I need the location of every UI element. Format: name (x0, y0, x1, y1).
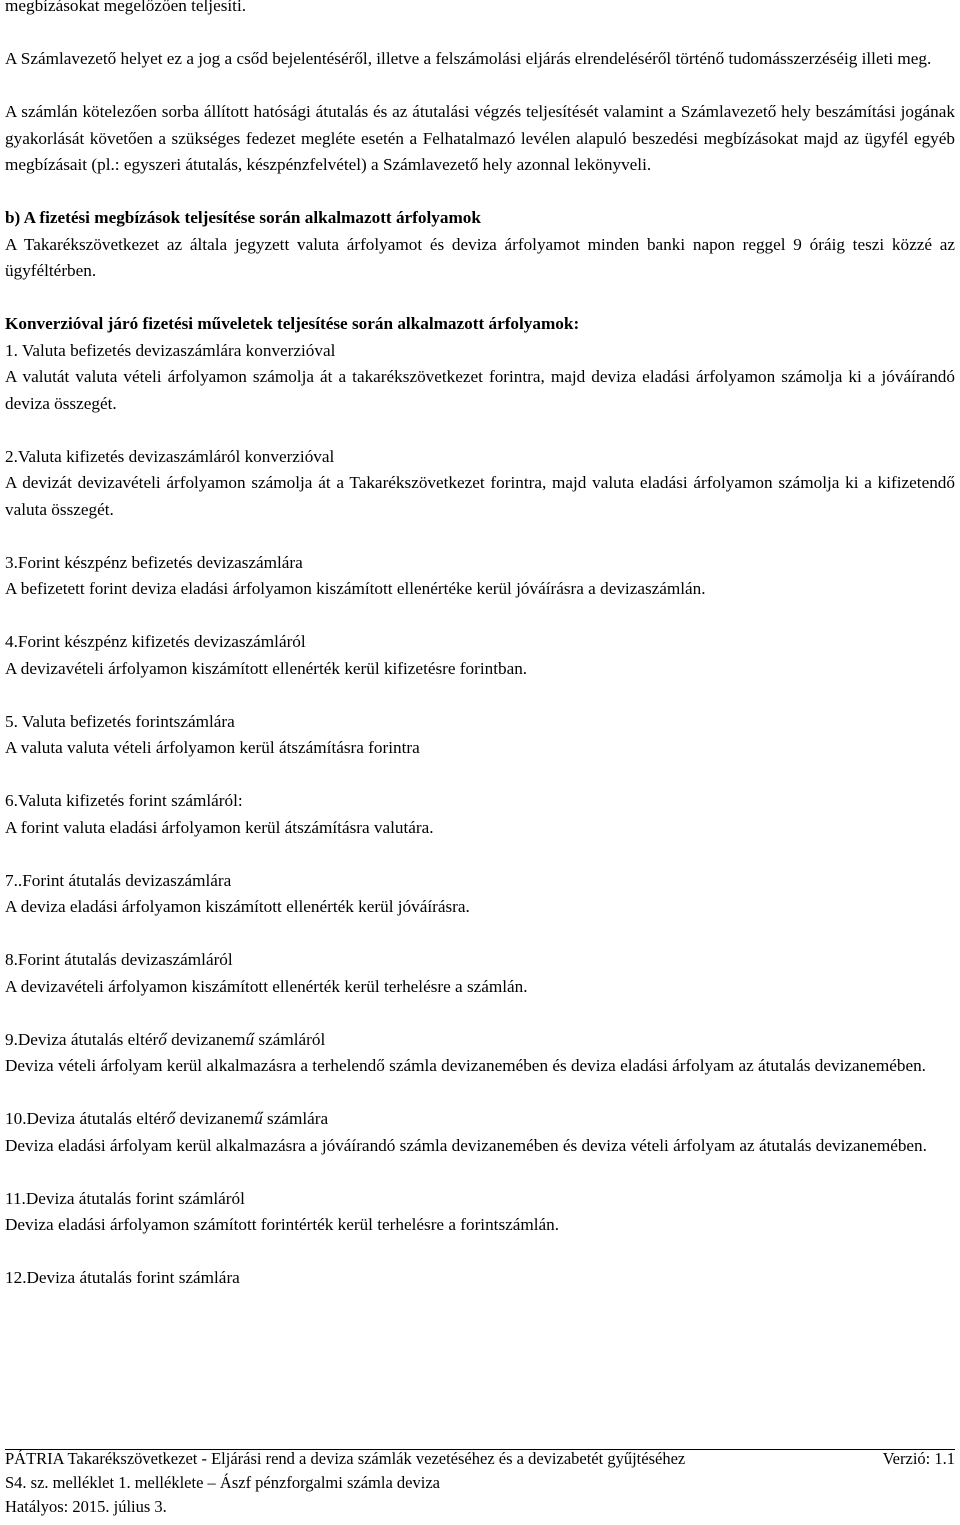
title-part: számláról (254, 1029, 326, 1049)
conversion-item-3 (5, 550, 955, 603)
conversion-item-title: 3.Forint készpénz befizetés devizaszámlára (5, 552, 303, 572)
conversion-item-text: A befizetett forint deviza eladási árfolyamon kiszámított ellenértéke kerül jóváírásra a devizaszámlán. (5, 579, 706, 598)
title-part: devizanem (166, 1029, 246, 1049)
title-part-italic: ű (254, 1109, 263, 1128)
conversion-item-title: 5. Valuta befizetés forintszámlára (5, 711, 235, 731)
section-b-text: A Takarékszövetkezet az általa jegyzett valuta árfolyamot és deviza árfolyamot minden banki napon reggel 9 óráig teszi közzé az ügyféltérben. (5, 234, 955, 280)
footer-document-title: PÁTRIA Takarékszövetkezet - Eljárási rend a deviza számlák vezetéséhez és a devizabetét gyűjtéséhez (5, 1449, 686, 1468)
title-part-italic: ő (166, 1109, 176, 1128)
conversion-item-10 (5, 1106, 955, 1159)
paragraph-order-of-execution: A számlán kötelezően sorba állított hatósági átutalás és az átutalási végzés teljesítését valamint a Számlavezető hely beszámítási jogának gyakorlását követően a szükséges fedezet megléte esetén a Felhatalmazó levélen alapuló beszedési megbízásokat majd az ügyfél egyéb megbízásait (pl.: egyszeri átutalás, készpénzfelvétel) a Számlavezető hely azonnal lekönyveli. (5, 102, 955, 174)
section-b (5, 205, 955, 285)
conversion-item-title (5, 1106, 955, 1133)
paragraph-bankruptcy-right: A Számlavezető helyet ez a jog a csőd bejelentéséről, illetve a felszámolási eljárás elrendeléséről történő tudomásszerzéséig illeti meg. (5, 49, 932, 68)
footer-version: Verzió: 1.1 (882, 1449, 955, 1468)
conversion-item-text: A devizavételi árfolyamon kiszámított ellenérték kerül kifizetésre forintban. (5, 658, 528, 678)
conversion-item-9 (5, 1027, 955, 1080)
conversion-item-title (5, 1027, 955, 1054)
conversion-item-title: 6.Valuta kifizetés forint számláról: (5, 791, 243, 810)
title-part-italic: ű (245, 1029, 255, 1049)
conversion-item-title: 11.Deviza átutalás forint számláról (5, 1188, 245, 1208)
title-part-italic: ő (158, 1029, 167, 1049)
conversion-item-text: A forint valuta eladási árfolyamon kerül átszámításra valutára. (5, 817, 434, 837)
page-footer (5, 1447, 955, 1519)
title-part: számlára (262, 1109, 329, 1128)
conversion-item-title: 1. Valuta befizetés devizaszámlára konverzióval (5, 340, 336, 360)
conversion-item-6 (5, 788, 955, 841)
conversion-item-text: A valuta valuta vételi árfolyamon kerül átszámításra forintra (5, 738, 420, 757)
conversion-item-text: A valutát valuta vételi árfolyamon számolja át a takarékszövetkezet forintra, majd deviza eladási árfolyamon számolja ki a jóváírandó deviza összegét. (5, 367, 955, 413)
document-page (5, 0, 955, 1318)
section-b-heading: b) A fizetési megbízások teljesítése során alkalmazott árfolyamok (5, 208, 481, 227)
conversion-item-title: 7..Forint átutalás devizaszámlára (5, 870, 232, 890)
conversion-heading: Konverzióval járó fizetési műveletek teljesítése során alkalmazott árfolyamok: (5, 314, 580, 333)
footer-annex: S4. sz. melléklet 1. melléklete – Ászf pénzforgalmi számla deviza (5, 1473, 440, 1492)
conversion-item-text: Deviza eladási árfolyam kerül alkalmazásra a jóváírandó számla devizanemében és deviza vételi árfolyam az átutalás devizanemében. (5, 1135, 927, 1155)
conversion-item-1 (5, 311, 955, 417)
title-part: devizanem (175, 1109, 255, 1128)
conversion-item-text: Deviza vételi árfolyam kerül alkalmazásra a terhelendő számla devizanemében és deviza eladási árfolyam az átutalás devizanemében. (5, 1056, 926, 1075)
conversion-item-5 (5, 709, 955, 762)
conversion-item-title: 12.Deviza átutalás forint számlára (5, 1268, 240, 1287)
conversion-item-7 (5, 868, 955, 921)
conversion-item-2 (5, 444, 955, 524)
conversion-item-title: 8.Forint átutalás devizaszámláról (5, 950, 233, 969)
conversion-item-8 (5, 947, 955, 1000)
paragraph-intro-end: megbízásokat megelőzően teljesíti. (5, 0, 247, 15)
conversion-item-12 (5, 1265, 955, 1292)
conversion-item-text: A deviza eladási árfolyamon kiszámított ellenérték kerül jóváírásra. (5, 897, 470, 916)
title-part: 10.Deviza átutalás eltér (5, 1109, 167, 1128)
conversion-item-4 (5, 629, 955, 682)
conversion-item-title: 4.Forint készpénz kifizetés devizaszámláról (5, 632, 306, 651)
conversion-item-text: Deviza eladási árfolyamon számított forintérték kerül terhelésre a forintszámlán. (5, 1215, 560, 1234)
conversion-item-title: 2.Valuta kifizetés devizaszámláról konverzióval (5, 446, 335, 466)
conversion-item-text: A devizát devizavételi árfolyamon számolja át a Takarékszövetkezet forintra, majd valuta eladási árfolyamon számolja ki a kifizetendő valuta összegét. (5, 473, 955, 519)
footer-effective-date: Hatályos: 2015. július 3. (5, 1497, 167, 1516)
conversion-item-text: A devizavételi árfolyamon kiszámított ellenérték kerül terhelésre a számlán. (5, 976, 528, 996)
title-part: 9.Deviza átutalás eltér (5, 1029, 159, 1049)
conversion-item-11 (5, 1186, 955, 1239)
footer-row (5, 1447, 955, 1471)
